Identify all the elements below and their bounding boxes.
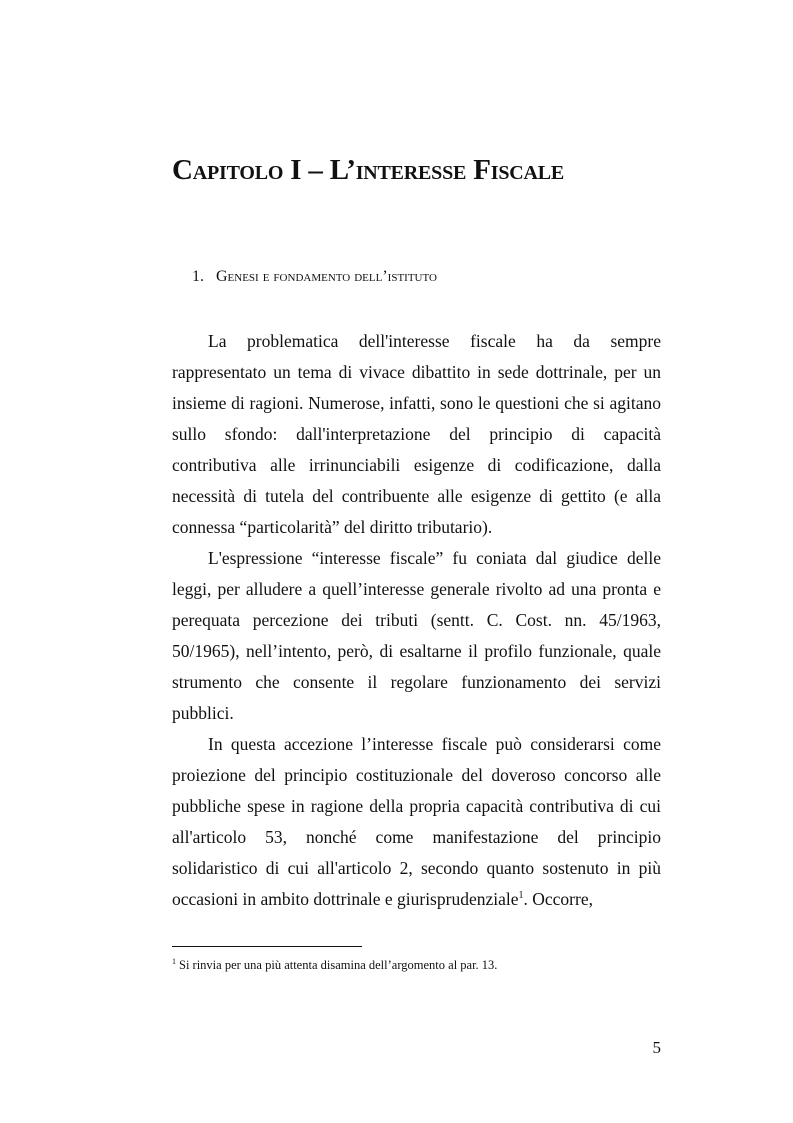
paragraph <box>172 729 661 915</box>
paragraph-text-continued: . Occorre, <box>523 889 593 909</box>
section-title: Genesi e fondamento dell’istituto <box>216 268 437 285</box>
section-number: 1. <box>192 268 204 285</box>
page-number: 5 <box>652 1038 661 1057</box>
footnote-number: 1 <box>172 956 176 966</box>
footnote-reference[interactable]: 1 <box>518 890 524 902</box>
body-text <box>172 326 661 915</box>
footnote-text: Si rinvia per una più attenta disamina dell’argomento al par. 13. <box>179 958 498 972</box>
chapter-title: Capitolo I – L’interesse Fiscale <box>172 154 565 186</box>
paragraph: L'espressione “interesse fiscale” fu coniata dal giudice delle leggi, per alludere a quell’interesse generale rivolto ad una pronta e perequata percezione dei tributi (sentt. C. Cost. nn. 45/1963, 50/1965), nell’intento, però, di esaltarne il profilo funzionale, quale strumento che consente il regolare funzionamento dei servizi pubblici. <box>172 548 661 723</box>
paragraph: La problematica dell'interesse fiscale ha da sempre rappresentato un tema di vivace dibattito in sede dottrinale, per un insieme di ragioni. Numerose, infatti, sono le questioni che si agitano sullo sfondo: dall'interpretazione del principio di capacità contributiva alle irrinunciabili esigenze di codificazione, dalla necessità di tutela del contribuente alle esigenze di gettito (e alla connessa “particolarità” del diritto tributario). <box>172 331 661 537</box>
paragraph-text: In questa accezione l’interesse fiscale può considerarsi come proiezione del principio costituzionale del doveroso concorso alle pubbliche spese in ragione della propria capacità contributiva di cui all'articolo 53, nonché come manifestazione del principio solidaristico di cui all'articolo 2, secondo quanto sostenuto in più occasioni in ambito dottrinale e giurisprudenziale <box>172 734 661 909</box>
footnote <box>172 957 661 973</box>
section-heading <box>192 268 437 286</box>
footnote-separator <box>172 946 362 947</box>
